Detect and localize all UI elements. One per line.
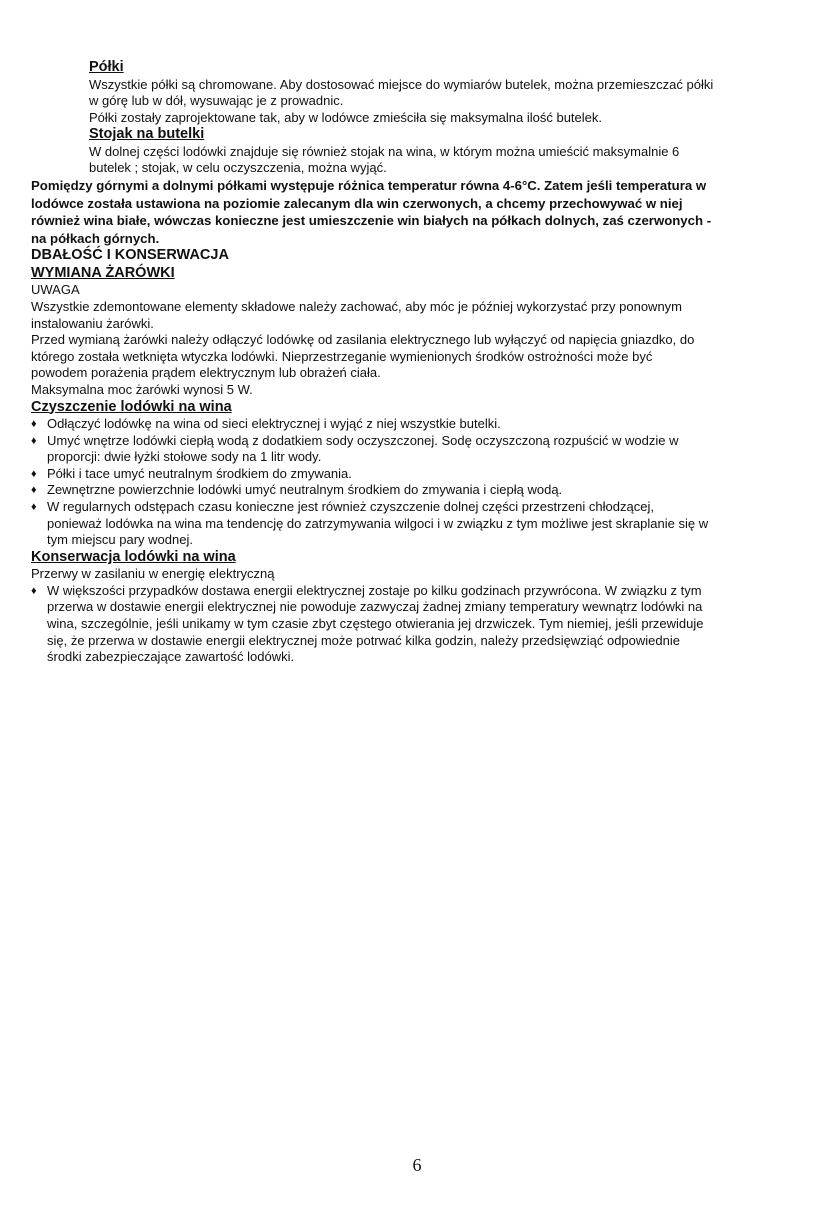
text-line: tym miejscu pary wodnej. (47, 532, 193, 548)
text-line: W regularnych odstępach czasu konieczne jest również czyszczenie dolnej części przestrzeni chłodzącej, (47, 498, 654, 514)
text-line: Wszystkie półki są chromowane. Aby dostosować miejsce do wymiarów butelek, można przemieszczać półki (89, 76, 714, 92)
uwaga-label: UWAGA (31, 282, 80, 298)
section-heading-dbalosc: DBAŁOŚĆ I KONSERWACJA (31, 247, 229, 264)
section-heading-konserwacja: Konserwacja lodówki na wina (31, 548, 236, 565)
text-line: przerwa w dostawie energii elektrycznej nie powoduje zazwyczaj żadnej zmiany temperatury wewnątrz lodówki na (47, 599, 703, 615)
list-item (31, 433, 814, 466)
konserwacja-list (31, 583, 814, 666)
text-line: Wszystkie zdemontowane elementy składowe należy zachować, aby móc je później wykorzystać przy ponownym (31, 298, 683, 314)
text-line: powodem porażenia prądem elektrycznym lub obrażeń ciała. (31, 365, 381, 381)
text-line: się, że przerwa w dostawie energii elektrycznej może potrwać kilka godzin, należy przedsięwziąć odpowiednie (47, 632, 680, 648)
bullet-icon: ♦ (31, 434, 37, 447)
text-line: Przed wymianą żarówki należy odłączyć lodówkę od zasilania elektrycznego lub wyłączyć od napięcia gniazdko, do (31, 332, 695, 348)
czyszczenie-list (31, 416, 814, 549)
bullet-icon: ♦ (31, 484, 37, 497)
text-line: Półki zostały zaprojektowane tak, aby w lodówce zmieściła się maksymalna ilość butelek. (89, 109, 602, 125)
bullet-icon: ♦ (31, 584, 37, 597)
polki-paragraph (89, 77, 814, 127)
section-heading-stojak: Stojak na butelki (89, 126, 205, 143)
section-heading-czyszczenie: Czyszczenie lodówki na wina (31, 398, 232, 415)
text-line: Maksymalna moc żarówki wynosi 5 W. (31, 381, 253, 397)
bullet-icon: ♦ (31, 418, 37, 430)
konserwacja-subheading: Przerwy w zasilaniu w energię elektryczną (31, 566, 275, 582)
list-item (31, 499, 814, 549)
list-item (31, 583, 814, 666)
section-heading-wymiana: WYMIANA ŻARÓWKI (31, 264, 175, 281)
text-line: ponieważ lodówka na wina ma tendencję do zatrzymywania wilgoci i w związku z tym możliwe jest skraplanie się w (47, 515, 709, 531)
text-line: lodówce została ustawiona na poziomie zalecanym dla win czerwonych, a chcemy przechowywać w niej (31, 195, 683, 211)
text-line: którego została wetknięta wtyczka lodówki. Nieprzestrzeganie wymienionych środków ostrożności może być (31, 348, 653, 364)
bullet-icon: ♦ (31, 467, 37, 480)
text-line: butelek ; stojak, w celu oczyszczenia, można wyjąć. (89, 160, 387, 176)
text-line: na półkach górnych. (31, 230, 160, 246)
text-line: W większości przypadków dostawa energii elektrycznej zostaje po kilku godzinach przywrócona. W związku z tym (47, 582, 702, 598)
text-line: Półki i tace umyć neutralnym środkiem do zmywania. (47, 465, 352, 481)
text-line: Odłączyć lodówkę na wina od sieci elektrycznej i wyjąć z niej wszystkie butelki. (47, 416, 501, 431)
text-line: wina, szczególnie, jeśli unikamy w tym czasie zbyt częstego otwierania jej drzwiczek. Tym niemiej, jeśli przewiduje (47, 616, 704, 632)
text-line: W dolnej części lodówki znajduje się również stojak na wina, w którym można umieścić maksymalnie 6 (89, 143, 680, 159)
wymiana-paragraph (31, 282, 814, 398)
list-item (31, 416, 814, 433)
section-heading-polki: Półki (89, 59, 124, 75)
bullet-icon: ♦ (31, 500, 37, 513)
content (0, 59, 834, 666)
text-line: Pomiędzy górnymi a dolnymi półkami występuje różnica temperatur równa 4-6°C. Zatem jeśli temperatura w (31, 177, 707, 193)
text-line: proporcji: dwie łyżki stołowe sody na 1 litr wody. (47, 449, 322, 465)
list-item (31, 482, 814, 499)
stojak-paragraph (89, 144, 814, 177)
text-line: instalowaniu żarówki. (31, 315, 154, 331)
page-number: 6 (412, 1155, 422, 1175)
text-line: również wina białe, wówczas konieczne jest umieszczenie win białych na półkach dolnych, zaś czerwonych - (31, 213, 712, 229)
text-line: w górę lub w dół, wysuwając je z prowadnic. (89, 93, 344, 109)
text-line: środki zabezpieczające zawartość lodówki. (47, 649, 295, 665)
text-line: Umyć wnętrze lodówki ciepłą wodą z dodatkiem sody oczyszczonej. Sodę oczyszczoną rozpuścić w wodzie w (47, 432, 679, 448)
temperature-note (31, 177, 814, 247)
list-item (31, 466, 814, 483)
text-line: Zewnętrzne powierzchnie lodówki umyć neutralnym środkiem do zmywania i ciepłą wodą. (47, 482, 563, 498)
